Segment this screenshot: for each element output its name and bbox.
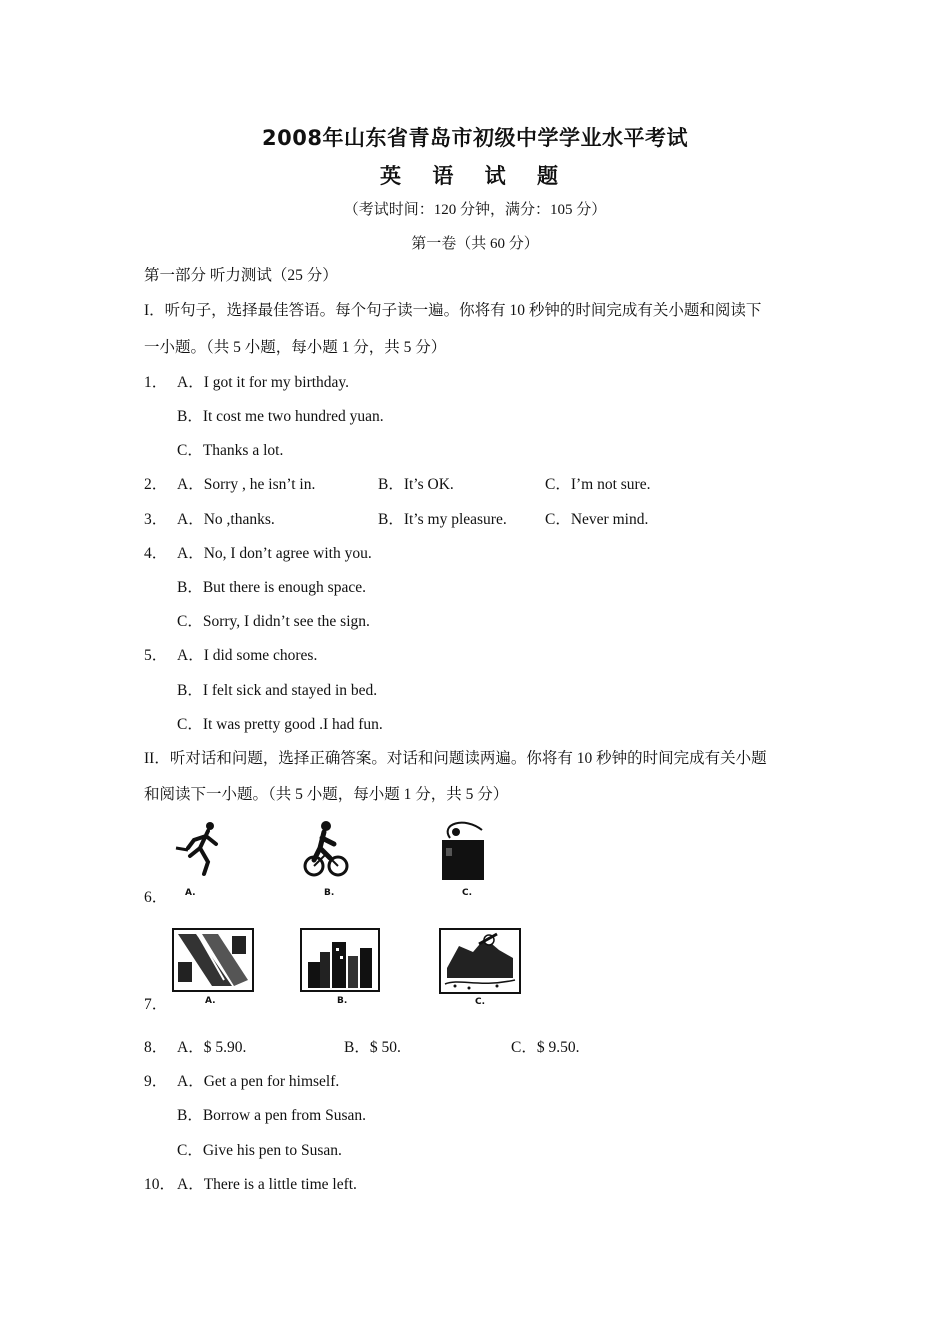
option-b: B．I felt sick and stayed in bed. bbox=[177, 682, 378, 699]
option-b: B．It’s OK. bbox=[378, 476, 454, 493]
question-number: 9． bbox=[144, 1073, 168, 1090]
option-c: C．Sorry, I didn’t see the sign. bbox=[177, 613, 370, 630]
question-number: 10． bbox=[144, 1176, 176, 1193]
picture-label: A. bbox=[205, 996, 216, 1006]
option-c: C．I’m not sure. bbox=[545, 476, 651, 493]
option-c: C．Never mind. bbox=[545, 511, 649, 528]
option-b: B．Borrow a pen from Susan. bbox=[177, 1107, 366, 1124]
option-b: B．$ 50. bbox=[344, 1039, 401, 1056]
countryside-icon bbox=[439, 928, 521, 994]
option-b: B．It cost me two hundred yuan. bbox=[177, 408, 384, 425]
option-c: C．It was pretty good .I had fun. bbox=[177, 716, 383, 733]
running-person-icon bbox=[170, 818, 232, 882]
picture-label: C. bbox=[462, 888, 473, 898]
page-subtitle: 英 语 试 题 bbox=[380, 164, 570, 188]
option-c: C．$ 9.50. bbox=[511, 1039, 580, 1056]
option-a: A．I got it for my birthday. bbox=[177, 374, 350, 391]
picture-label: A. bbox=[185, 888, 196, 898]
option-b: B．But there is enough space. bbox=[177, 579, 366, 596]
section1-instructions: I．听句子，选择最佳答语。每个句子读一遍。你将有 10 秒钟的时间完成有关小题和阅读下 bbox=[144, 302, 762, 319]
section1-instructions-cont: 一小题。（共 5 小题，每小题 1 分，共 5 分） bbox=[144, 339, 447, 356]
question-number: 5． bbox=[144, 647, 168, 664]
page-title: 2008年山东省青岛市初级中学学业水平考试 bbox=[262, 126, 688, 150]
part-heading: 第一部分 听力测试（25 分） bbox=[144, 267, 338, 284]
option-a: A．No ,thanks. bbox=[177, 511, 275, 528]
question-number: 7． bbox=[144, 996, 168, 1013]
section2-instructions: II．听对话和问题，选择正确答案。对话和问题读两遍。你将有 10 秒钟的时间完成有关小题 bbox=[144, 750, 767, 767]
option-a: A．No, I don’t agree with you. bbox=[177, 545, 372, 562]
section2-instructions-cont: 和阅读下一小题。（共 5 小题，每小题 1 分，共 5 分） bbox=[144, 786, 509, 803]
city-skyline-icon bbox=[300, 928, 380, 992]
option-a: A．Sorry , he isn’t in. bbox=[177, 476, 316, 493]
question-number: 6． bbox=[144, 889, 168, 906]
jump-rope-icon bbox=[436, 818, 492, 884]
option-b: B．It’s my pleasure. bbox=[378, 511, 507, 528]
question-number: 1． bbox=[144, 374, 168, 391]
street-scene-icon bbox=[172, 928, 254, 992]
picture-label: B. bbox=[337, 996, 348, 1006]
option-a: A．I did some chores. bbox=[177, 647, 318, 664]
question-number: 3． bbox=[144, 511, 168, 528]
option-a: A．$ 5.90. bbox=[177, 1039, 247, 1056]
option-c: C．Give his pen to Susan. bbox=[177, 1142, 342, 1159]
option-a: A．There is a little time left. bbox=[177, 1176, 357, 1193]
option-c: C．Thanks a lot. bbox=[177, 442, 284, 459]
picture-label: B. bbox=[324, 888, 335, 898]
cyclist-icon bbox=[302, 818, 352, 882]
question-number: 8． bbox=[144, 1039, 168, 1056]
question-number: 2． bbox=[144, 476, 168, 493]
option-a: A．Get a pen for himself. bbox=[177, 1073, 340, 1090]
volume-heading: 第一卷（共 60 分） bbox=[411, 236, 539, 252]
picture-label: C. bbox=[475, 997, 486, 1007]
question-number: 4． bbox=[144, 545, 168, 562]
exam-info: （考试时间：120 分钟，满分：105 分） bbox=[343, 202, 607, 218]
